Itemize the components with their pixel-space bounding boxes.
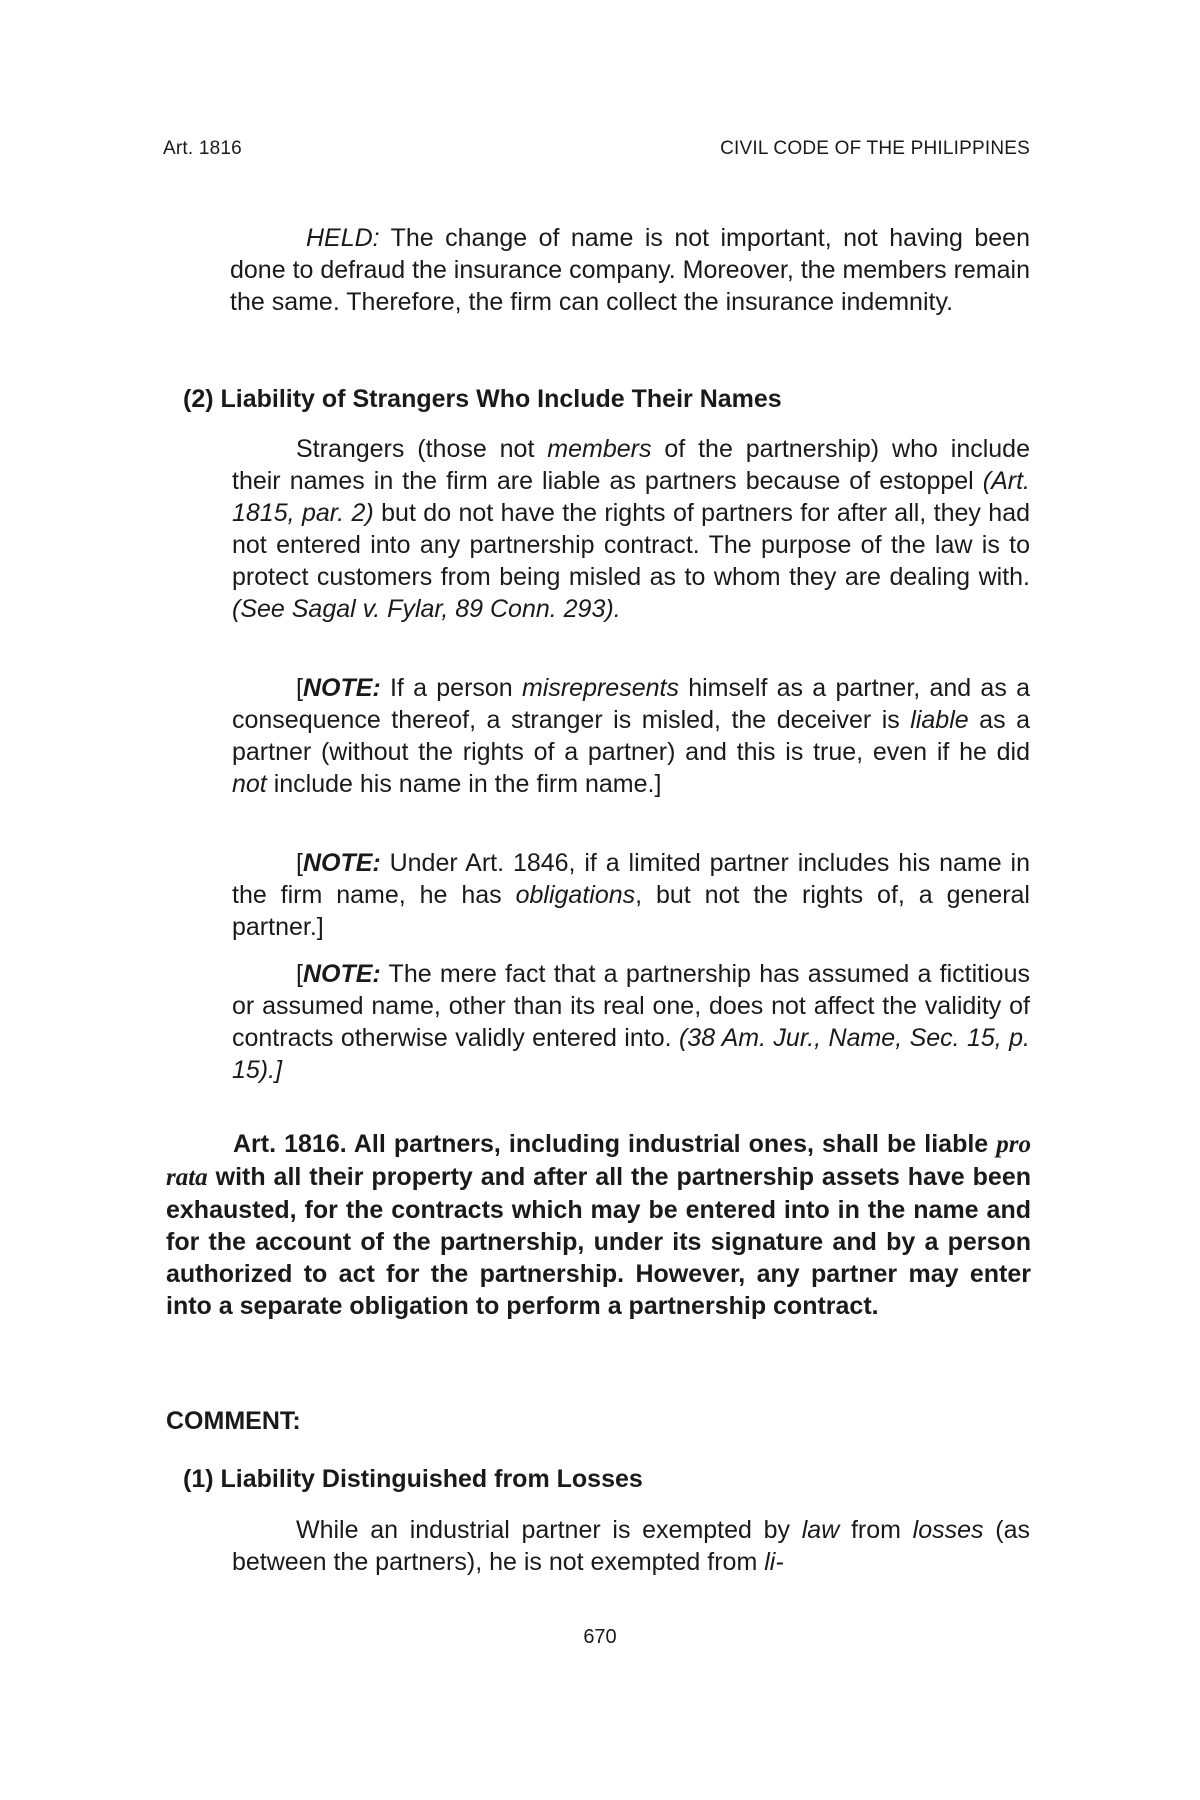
text-run: Art. 1816. All partners, including industrial ones, shall be liable: [233, 1130, 997, 1158]
bracket: [: [296, 960, 303, 988]
italic-run: liable: [910, 706, 969, 734]
note-label: NOTE:: [302, 849, 381, 877]
italic-run: obligations: [515, 881, 636, 909]
note-fictitious-name: [232, 958, 1030, 1086]
note-label: NOTE:: [302, 960, 381, 988]
text-run: While an industrial partner is exempted by: [296, 1516, 802, 1544]
citation: (38 Am. Jur., Name, Sec. 15, p. 15).]: [232, 1024, 1031, 1084]
bracket: [: [296, 674, 303, 702]
running-header: [163, 138, 1030, 160]
text-run: but do not have the rights of partners for after all, they had not entered into any partnership contract. The purpose of the law is to protect customers from being misled as to whom they are dealing with.: [232, 499, 1031, 591]
comment-heading: COMMENT:: [166, 1407, 301, 1435]
italic-run: misrepresents: [521, 674, 679, 702]
note-limited-partner: [232, 847, 1030, 943]
italic-run: members: [547, 435, 652, 463]
text-run: of the partnership) who include their names in the firm are liable as partners because of estoppel: [232, 435, 1030, 495]
bracket: [: [296, 849, 303, 877]
text-run: from: [839, 1516, 913, 1544]
text-run: include his name in the firm name.]: [266, 770, 662, 798]
citation: (Art. 1815, par. 2): [232, 467, 1030, 527]
held-label: HELD:: [306, 224, 380, 252]
held-text: The change of name is not important, not having been done to defraud the insurance company. Moreover, the members remain the same. Therefore, the firm can collect the insurance indemnity.: [230, 224, 1030, 316]
header-book-title: CIVIL CODE OF THE PHILIPPINES: [720, 138, 1030, 159]
italic-run: li-: [764, 1548, 784, 1576]
text-run: himself as a partner, and as a consequence thereof, a stranger is misled, the deceiver is: [232, 674, 1030, 734]
text-run: Strangers (those not: [296, 435, 548, 463]
page-number: 670: [583, 1626, 617, 1648]
section-heading-liability-strangers: (2) Liability of Strangers Who Include Their Names: [183, 385, 782, 413]
italic-run: not: [232, 770, 267, 798]
note-misrepresents: [232, 672, 1030, 800]
held-paragraph: [230, 222, 1030, 318]
italic-run: losses: [912, 1516, 984, 1544]
text-run: , but not the rights of, a general partner.]: [232, 881, 1030, 941]
text-run: with all their property and after all the partnership assets have been exhausted, for the contracts which may be entered into in the name and for the account of the partnership, under its signature and by a person authorized to act for the partnership. However, any partner may enter into a separate obligation to perform a partnership contract.: [166, 1163, 1031, 1320]
liability-losses-paragraph: [232, 1514, 1030, 1578]
article-1816-text: [166, 1128, 1031, 1322]
text-run: The mere fact that a partnership has assumed a fictitious or assumed name, other than its real one, does not affect the validity of contracts otherwise validly entered into.: [232, 960, 1030, 1052]
text-run: as a partner (without the rights of a partner) and this is true, even if he did: [232, 706, 1030, 766]
strangers-paragraph: [232, 433, 1030, 625]
italic-run: law: [801, 1516, 840, 1544]
text-run: (as between the partners), he is not exempted from: [232, 1516, 1030, 1576]
section-heading-liability-losses: (1) Liability Distinguished from Losses: [183, 1465, 643, 1493]
citation: (See Sagal v. Fylar, 89 Conn. 293).: [232, 595, 621, 623]
text-run: Under Art. 1846, if a limited partner includes his name in the firm name, he has: [232, 849, 1030, 909]
note-label: NOTE:: [302, 674, 381, 702]
text-run: If a person: [380, 674, 522, 702]
header-article: Art. 1816: [163, 138, 242, 159]
italic-run: pro rata: [166, 1131, 1031, 1191]
